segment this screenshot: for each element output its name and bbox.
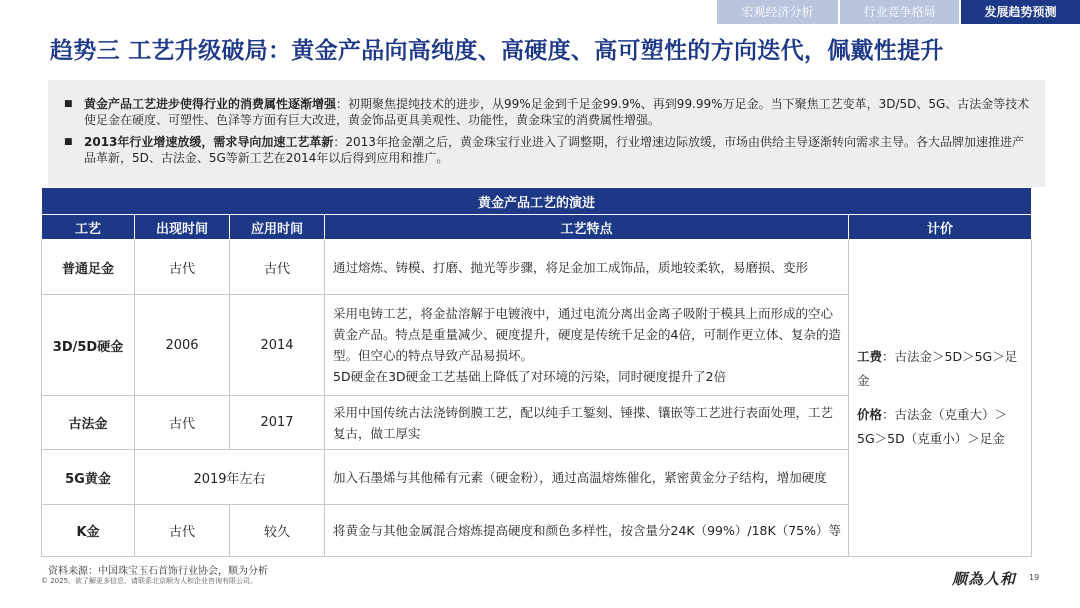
appear-time: 2006 [135, 295, 230, 396]
price-label: 价格 [857, 407, 883, 422]
column-header-pricing: 计价 [849, 215, 1032, 240]
source-note: 资料来源：中国珠宝玉石首饰行业协会，顺为分析 [48, 566, 268, 577]
craft-features [325, 295, 849, 396]
table-caption: 黄金产品工艺的演进 [42, 188, 1032, 215]
craft-features: 采用中国传统古法浇铸倒膜工艺，配以纯手工錾刻、锤揲、镶嵌等工艺进行表面处理，工艺复古，做工厚实 [325, 396, 849, 450]
bullet-square-icon: ■ [64, 99, 73, 109]
column-header-features: 工艺特点 [325, 215, 849, 240]
craft-features-main: 采用电铸工艺，将金盐溶解于电镀液中，通过电流分离出金离子吸附于模具上而形成的空心黄金产品。特点是重量减少、硬度提升，硬度是传统千足金的4倍，可制作更立体、复杂的造型。但空心的特点导致产品易损坏。 [333, 306, 841, 363]
bullet-body: ：2013年抢金潮之后，黄金珠宝行业进入了调整期，行业增速边际放缓，市场由供给主导逐渐转向需求主导。各大品牌加速推进产品革新，5D、古法金、5G等新工艺在2014年以后得到应用和推广。 [84, 135, 1024, 165]
craft-name: 3D/5D硬金 [42, 295, 135, 396]
bullet-heading: 黄金产品工艺进步使得行业的消费属性逐渐增强 [84, 97, 337, 111]
column-header-craft: 工艺 [42, 215, 135, 240]
summary-box [48, 80, 1045, 187]
labor-cost-label: 工费 [857, 349, 883, 364]
appear-time: 古代 [135, 505, 230, 557]
tab-industry-competition[interactable]: 行业竞争格局 [840, 0, 959, 24]
merged-time: 2019年左右 [135, 450, 325, 505]
apply-time: 古代 [230, 240, 325, 295]
craft-features: 通过熔炼、铸模、打磨、抛光等步骤，将足金加工成饰品，质地较柔软，易磨损、变形 [325, 240, 849, 295]
page-number: 19 [1029, 573, 1040, 582]
craft-evolution-table [41, 187, 1032, 557]
craft-name: 普通足金 [42, 240, 135, 295]
tab-macro-economy[interactable]: 宏观经济分析 [717, 0, 838, 24]
appear-time: 古代 [135, 240, 230, 295]
craft-name: 古法金 [42, 396, 135, 450]
company-logo: 顺為人和 [952, 570, 1017, 588]
page-title: 趋势三 工艺升级破局：黄金产品向高纯度、高硬度、高可塑性的方向迭代，佩戴性提升 [50, 38, 944, 64]
craft-name: 5G黄金 [42, 450, 135, 505]
bullet-heading: 2013年行业增速放缓，需求导向加速工艺革新 [84, 135, 334, 149]
pricing-cell [849, 240, 1032, 557]
price-text: ：古法金（克重大）＞5G＞5D（克重小）＞足金 [857, 407, 1008, 446]
labor-cost-comparison [857, 345, 1023, 393]
tab-trend-forecast[interactable]: 发展趋势预测 [961, 0, 1080, 24]
copyright-note: © 2025。欲了解更多信息，请联系北京顺为人和企业咨询有限公司。 [41, 577, 258, 585]
bullet-square-icon: ■ [64, 137, 73, 147]
price-comparison [857, 403, 1023, 451]
apply-time: 2014 [230, 295, 325, 396]
craft-features: 将黄金与其他金属混合熔炼提高硬度和颜色多样性，按含量分24K（99%）/18K（75%）等 [325, 505, 849, 557]
summary-bullet [64, 134, 1033, 166]
bullet-text [84, 134, 1033, 166]
craft-features: 加入石墨烯与其他稀有元素（硬金粉），通过高温熔炼催化，紧密黄金分子结构，增加硬度 [325, 450, 849, 505]
craft-features-note: 5D硬金在3D硬金工艺基础上降低了对环境的污染，同时硬度提升了2倍 [333, 369, 727, 384]
column-header-appear-time: 出现时间 [135, 215, 230, 240]
bullet-body: ：初期聚焦提纯技术的进步，从99%足金到千足金99.9%、再到99.99%万足金。当下聚焦工艺变革，3D/5D、5G、古法金等技术使足金在硬度、可塑性、色泽等方面有巨大改进，黄金饰品更具美观性、功能性，黄金珠宝的消费属性增强。 [84, 97, 1030, 127]
labor-cost-text: ：古法金＞5D＞5G＞足金 [857, 349, 1018, 388]
top-navigation [715, 0, 1080, 24]
bullet-text [84, 96, 1033, 128]
summary-bullet [64, 96, 1033, 128]
appear-time: 古代 [135, 396, 230, 450]
craft-name: K金 [42, 505, 135, 557]
table-row [42, 240, 1032, 295]
apply-time: 较久 [230, 505, 325, 557]
apply-time: 2017 [230, 396, 325, 450]
column-header-apply-time: 应用时间 [230, 215, 325, 240]
